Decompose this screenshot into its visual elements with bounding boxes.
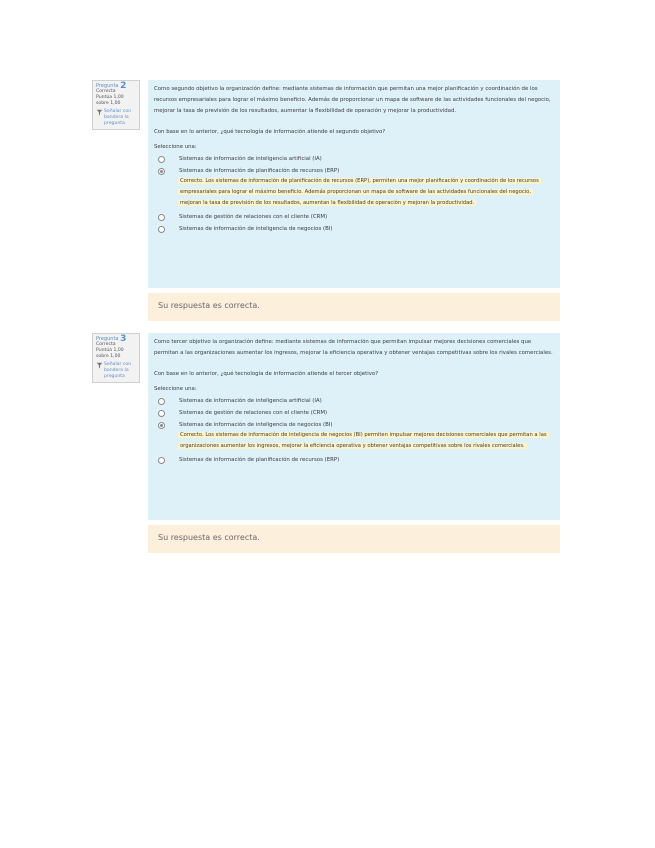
question-number: Pregunta 3 bbox=[96, 334, 127, 344]
question-info-panel bbox=[92, 333, 140, 383]
question-text: Como tercer objetivo la organización define: mediante sistemas de información que permitan impulsar mejores decisiones comerciales que permitan a las organizaciones aumentar los ingresos, mejorar la eficiencia operativa y obtener ventajas competitivas sobre los rivales comerciales. Con base en lo anterior, ¿qué tecnología de información atiende el tercer objetivo? bbox=[154, 339, 553, 377]
select-prompt: Seleccione una: bbox=[154, 144, 197, 150]
answer-option-selected[interactable]: Sistemas de información de planificación de recursos (ERP) bbox=[154, 166, 554, 177]
select-prompt: Seleccione una: bbox=[154, 386, 197, 392]
question-content bbox=[148, 333, 560, 520]
radio-button[interactable] bbox=[158, 398, 165, 405]
radio-button[interactable] bbox=[158, 457, 165, 464]
answer-option[interactable]: Sistemas de información de inteligencia de negocios (BI) bbox=[154, 224, 554, 235]
flag-icon bbox=[96, 109, 103, 116]
radio-button[interactable] bbox=[158, 410, 165, 417]
question-info-panel bbox=[92, 80, 140, 130]
flag-icon bbox=[96, 362, 103, 369]
answer-option[interactable]: Sistemas de información de planificación de recursos (ERP) bbox=[154, 455, 554, 466]
answer-option[interactable]: Sistemas de información de inteligencia artificial (IA) bbox=[154, 154, 554, 165]
general-feedback: Su respuesta es correcta. bbox=[148, 293, 560, 321]
radio-button[interactable] bbox=[158, 156, 165, 163]
radio-button-checked[interactable] bbox=[158, 422, 165, 429]
answer-feedback: Correcto. Los sistemas de información de inteligencia de negocios (BI) permiten impulsar mejores decisiones comerciales que permitan a las organizaciones aumentar los ingresos, mejorar la eficiencia operativa y obtener ventajas competitivas sobre los rivales comerciales. bbox=[180, 432, 547, 449]
question-content bbox=[148, 80, 560, 288]
question-number: Pregunta 2 bbox=[96, 81, 127, 91]
question-text: Como segundo objetivo la organización define: mediante sistemas de información que permitan una mejor planificación y coordinación de los recursos empresariales para lograr el máximo beneficio. Además de proporcionar un mapa de software de las actividades funcionales del negocio, mejorar la tasa de previsión de los resultados, aumentar la flexibilidad de operación y mejorar la productividad. Con base en lo anterior, ¿qué tecnología de información atiende el segundo objetivo? bbox=[154, 86, 551, 135]
flag-question-link[interactable]: Señalar con bandera la pregunta bbox=[96, 362, 136, 380]
question-state: Correcta bbox=[96, 89, 116, 94]
answer-option[interactable]: Sistemas de gestión de relaciones con el cliente (CRM) bbox=[154, 408, 554, 419]
radio-button[interactable] bbox=[158, 226, 165, 233]
radio-button-checked[interactable] bbox=[158, 168, 165, 175]
answer-feedback: Correcto. Los sistemas de información de planificación de recursos (ERP), permiten una mejor planificación y coordinación de los recursos empresariales para lograr el máximo beneficio. Además proporcionan un mapa de software de las actividades funcionales del negocio, mejoran la tasa de previsión de los resultados, aumentan la flexibilidad de operación y mejoran la productividad. bbox=[180, 178, 539, 206]
question-state: Correcta bbox=[96, 342, 116, 347]
question-grade: Puntúa 1,00 sobre 1,00 bbox=[96, 95, 124, 106]
answer-option-selected[interactable]: Sistemas de información de inteligencia de negocios (BI) bbox=[154, 420, 554, 431]
answer-option[interactable]: Sistemas de información de inteligencia artificial (IA) bbox=[154, 396, 554, 407]
answer-option[interactable]: Sistemas de gestión de relaciones con el cliente (CRM) bbox=[154, 212, 554, 223]
general-feedback: Su respuesta es correcta. bbox=[148, 525, 560, 553]
radio-button[interactable] bbox=[158, 214, 165, 221]
flag-question-link[interactable]: Señalar con bandera la pregunta bbox=[96, 109, 136, 127]
question-grade: Puntúa 1,00 sobre 1,00 bbox=[96, 348, 124, 359]
